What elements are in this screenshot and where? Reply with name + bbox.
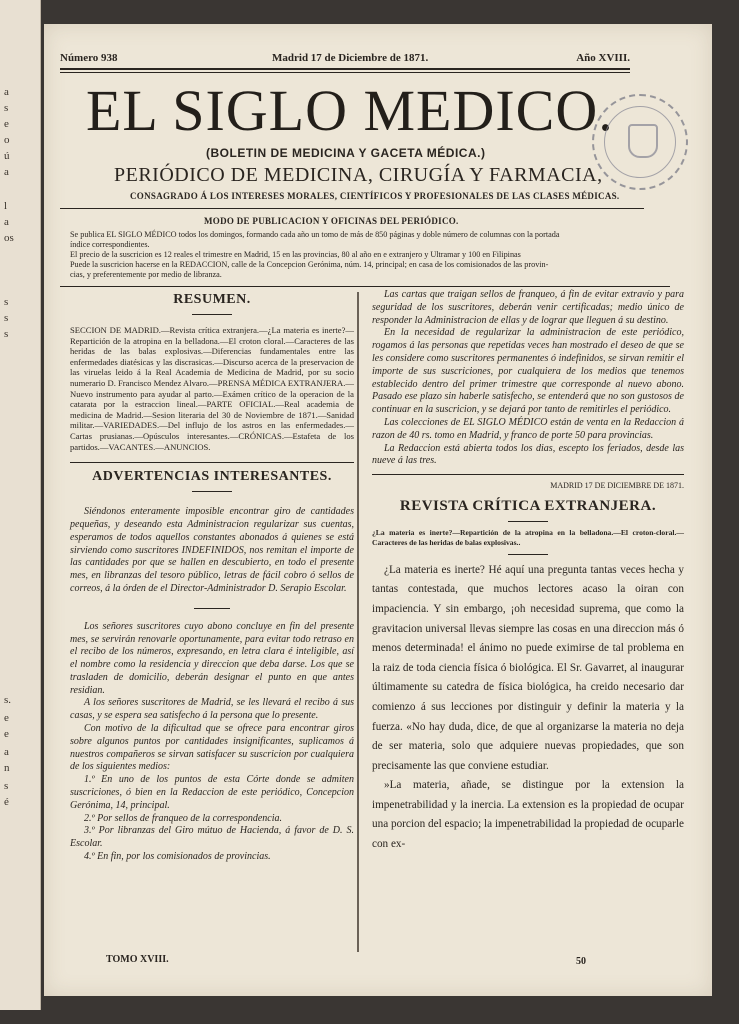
modo-line: Se publica EL SIGLO MÉDICO todos los domingos, formando cada año un tomo de más de 850 páginas y doble número de columnas con la portada [70, 230, 560, 239]
revista-heading: REVISTA CRÍTICA EXTRANJERA. [399, 497, 657, 514]
advertencia-item: 4.º En fin, por los comisionados de provincias. [84, 851, 271, 863]
masthead-consagrado: CONSAGRADO Á LOS INTERESES MORALES, CIENTÍFICOS Y PROFESIONALES DE LAS CLASES MÉDICAS. [130, 191, 620, 201]
modo-line: El precio de la suscricion es 12 reales el trimestre en Madrid, 15 en las provincias, 80 al año en e extranjero y Ultramar y 100 en Filipinas [70, 250, 521, 259]
newspaper-page [44, 24, 712, 996]
resumen-divider [192, 314, 232, 315]
advertencia-item: 1.º En uno de los puntos de esta Córte donde se admiten suscriciones, ó bien en la Redaccion de este periódico, Concepcion Gerónima, 14, principal. [70, 774, 354, 811]
masthead-title: EL SIGLO MEDICO. [86, 78, 614, 143]
modo-line: índice correspondientes. [70, 240, 150, 249]
margin-letter: s [4, 312, 9, 324]
notice-p2: En la necesidad de regularizar la administracion de este periódico, rogamos á las personas que repetidas veces han mostrado el deseo de que se les considere como suscritores permanentes ó indefinidos, se sirvan remitir el importe de sus suscriciones, por cualquiera de los medios que tenemos establecido dentro del primer trimestre que corresponde al nuevo abono. Pasado ese plazo sin haberle satisfecho, se entenderá que no son gustosos de continuar en la suscricion, y se dejará por tanto de remitirles el periódico. [372, 327, 684, 416]
advertencia-p1: Siéndonos enteramente imposible encontrar giro de cantidades pequeñas, y deseando esta Administracion regularizar sus cuentas, esperamos de todos aquellos constantes abonados á quienes se está sirviendo como suscritores INDEFINIDOS, nos remitan el importe de las cantidades por que se hallen en descubierto, en todo el presente mes, en libranzas del tesoro público, letras de fácil cobro ó sellos de correos, á la órden de el Director-Administrador D. Serapio Escolar. [70, 506, 354, 594]
margin-letter: s [4, 780, 9, 792]
modo-line: Puede la suscricion hacerse en la REDACCION, calle de la Concepcion Gerónima, núm. 14, principal; en casa de los comisionados de las provin- [70, 260, 549, 269]
margin-letter: é [4, 796, 9, 808]
margin-letter: a [4, 86, 9, 98]
issue-year: Año XVIII. [576, 52, 630, 64]
modo-heading: MODO DE PUBLICACION Y OFICINAS DEL PERIÓDICO. [204, 216, 459, 226]
issue-date: Madrid 17 de Diciembre de 1871. [272, 52, 429, 64]
advertencia-p2: Los señores suscritores cuyo abono concluye en fin del presente mes, se servirán renovarle oportunamente, para evitar todo retraso en el recibo de los números, expresando, en letra clara é inteligible, así el nombre como la residencia y direccion que deba darse. Los que se trasladen de domicilio, deberán designar el punto en que antes residian. [70, 620, 354, 696]
tomo-label: TOMO XVIII. [106, 954, 169, 965]
margin-letter: e [4, 118, 9, 130]
margin-letter: s [4, 102, 9, 114]
advertencia-p4: Con motivo de la dificultad que se ofrece para encontrar giros sobre algunos puntos por cantidades insignificantes, suplicamos á nuestros compañeros se sirvan satisfacer su suscricion por cualquiera de los siguientes medios: [70, 723, 354, 773]
right-column [372, 289, 684, 855]
advertencia-item: 2.º Por sellos de franqueo de la correspondencia. [84, 812, 282, 824]
margin-letter: a [4, 166, 9, 178]
modo-line: cias, y preferentemente por medio de libranza. [70, 270, 222, 279]
header-rule-thick [60, 68, 630, 70]
revista-body-2: »La materia, añade, se distingue por la extension la impenetrabilidad y la inercia. La extension es la propiedad de ocupar una porcion del espacio; la impenetrabilidad la propiedad de ocuparle con ex- [372, 779, 684, 851]
header-rule-thin [60, 72, 630, 73]
notice-p3: Las colecciones de EL SIGLO MÉDICO están de venta en la Redaccion á razon de 40 rs. tomo en Madrid, y franco de porte 50 para provincias. [372, 416, 684, 441]
modo-rule [60, 286, 670, 287]
advertencias-divider [192, 491, 232, 492]
resumen-heading: RESUMEN. [173, 292, 251, 307]
margin-letter: n [4, 762, 10, 774]
adjacent-page-strip [0, 0, 41, 1010]
margin-letter: a [4, 746, 9, 758]
margin-letter: l [4, 200, 8, 212]
page-number: 50 [576, 956, 586, 967]
column-divider [357, 292, 359, 952]
margin-letter: s [4, 328, 9, 340]
advertencias-heading: ADVERTENCIAS INTERESANTES. [92, 469, 332, 485]
revista-dateline: MADRID 17 DE DICIEMBRE DE 1871. [550, 481, 684, 491]
revista-rule [372, 474, 684, 475]
margin-letter: s. [4, 694, 12, 706]
margin-letter: s [4, 296, 9, 308]
margin-letter: a [4, 216, 9, 228]
margin-letter: e [4, 712, 9, 724]
advertencia-p3: A los señores suscritores de Madrid, se les llevará el recibo á sus casas, y se espera sea satisfecho á la persona que lo presente. [70, 697, 354, 722]
margin-letter: e [4, 728, 9, 740]
library-stamp-seal [592, 94, 688, 190]
modo-text [70, 230, 670, 280]
issue-number: Número 938 [60, 52, 118, 64]
revista-divider [508, 521, 548, 522]
margin-letter: ú [4, 150, 10, 162]
section-rule [70, 462, 354, 463]
masthead-rule [60, 208, 644, 209]
masthead-periodico: PERIÓDICO DE MEDICINA, CIRUGÍA Y FARMACIA, [114, 164, 603, 186]
margin-letter: os [4, 232, 14, 244]
notice-p4: La Redaccion está abierta todos los dias, escepto los feriados, desde las nueve á las tres. [372, 442, 684, 467]
notice-p1: Las cartas que traigan sellos de franqueo, á fin de evitar extravío y para seguridad de los suscritores, deberán venir certificadas; medio único de responder la Administracion de ellas y de lograr que lleguen á su destino. [372, 289, 684, 326]
coat-of-arms-icon [628, 124, 658, 158]
revista-summary-divider [508, 554, 548, 555]
masthead-bulletin: (BOLETIN DE MEDICINA Y GACETA MÉDICA.) [206, 146, 486, 160]
revista-body: ¿La materia es inerte? Hé aquí una pregunta tantas veces hecha y tantas contestada, que muchos lectores acaso la oiran con impaciencia. Y sin embargo, ¡oh necesidad suprema, que como la gravitacion universal llevas siempre las cosas en una direccion más ó menos determinada! el ánimo no puede eximirse de tal problema en la raiz de toda ciencia física ó biológica. El Sr. Gavarret, al inaugurar últimamente su catedra de física biológica, ha creido necesario dar comienzo á sus lecciones por distinguir y definir la materia y la fuerza. «No hay duda, dice, de que al organizarse la materia no deja de ser materia, solo que adquiere nuevas propiedades, que son precisamente las que conviene estudiar. [372, 563, 684, 772]
margin-letter: o [4, 134, 10, 146]
advertencia-item: 3.º Por libranzas del Giro mútuo de Hacienda, á favor de D. S. Escolar. [70, 825, 354, 850]
resumen-text: SECCION DE MADRID.—Revista crítica extranjera.—¿La materia es inerte?—Repartición de la atropina en la belladona.—El croton cloral.—Caracteres de las heridas de las balas explosivas.—Diferencias fundamentales entre las enfermedades diatésicas y las discrasicas.—Discurso acerca de la preservacion de las viruelas leido á la Real Academia de Medicina de Madrid, por su socio numerario D. Francisco Mendez Alvaro.—PRENSA MÉDICA EXTRANJERA.—Nuevo instrumento para ayudar al parto.—Exámen crítico de la operacion de la catarata por la estraccion lineal.—PARTE OFICIAL.—Real academia de medicina de Madrid.—Sesion literaria del 30 de Noviembre de 1871.—Sanidad militar.—VARIEDADES.—Del influjo de los astros en las enfermedades.—Cartas prusianas.—Opúsculos interesantes.—CRÓNICAS.—Estafeta de los partidos.—VACANTES.—ANUNCIOS. [70, 325, 354, 452]
left-column [70, 292, 354, 864]
advertencia-divider [194, 608, 230, 609]
revista-summary: ¿La materia es inerte?—Repartición de la atropina en la belladona.—El croton-cloral.—Caracteres de las heridas de balas explosivas.. [372, 527, 684, 547]
